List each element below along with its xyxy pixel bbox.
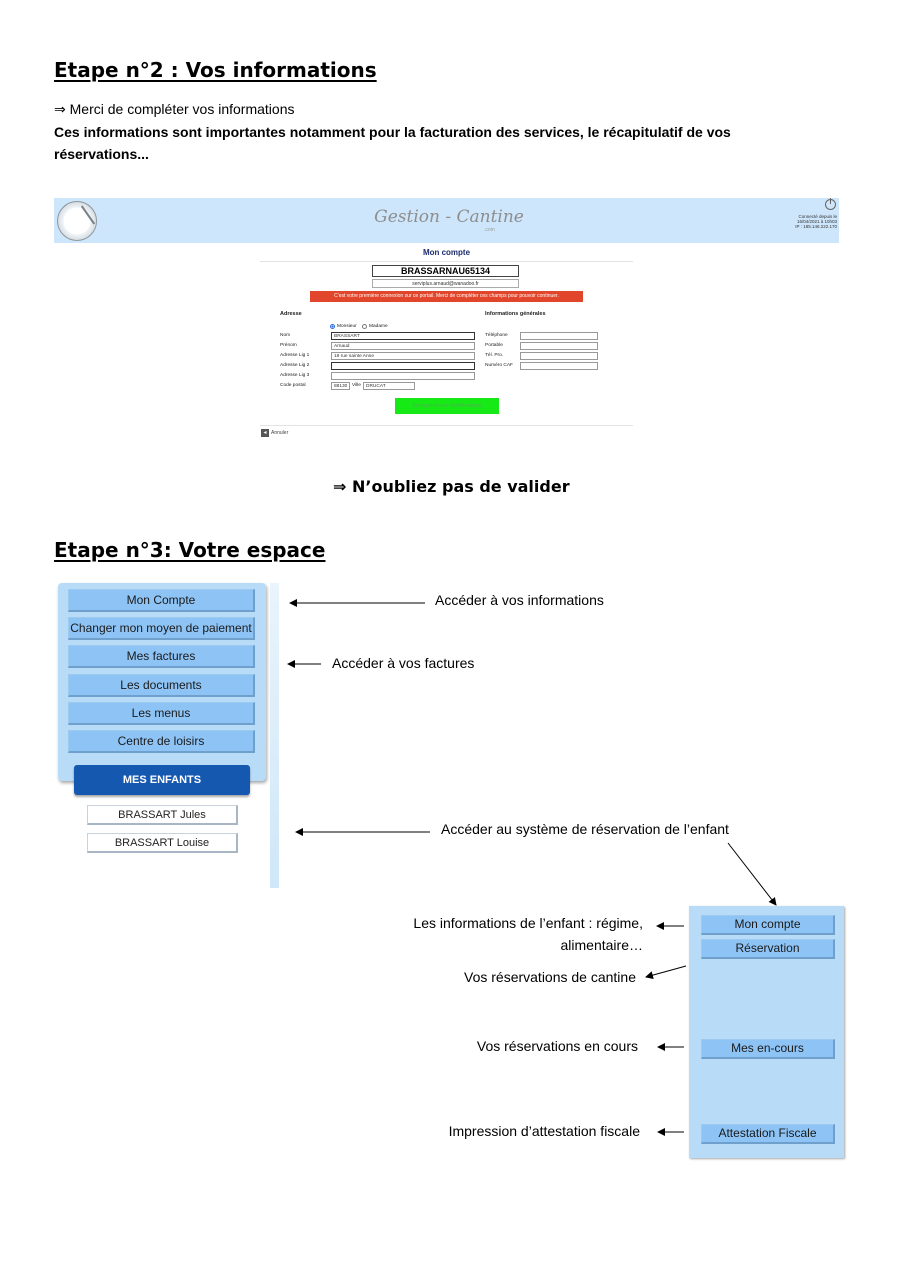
- annotation-child-info-line2: alimentaire…: [560, 937, 643, 953]
- menu-paiement-button[interactable]: Changer mon moyen de paiement: [68, 617, 255, 640]
- validate-reminder: ⇒ N’oubliez pas de valider: [333, 477, 570, 496]
- cancel-link[interactable]: Annuler: [271, 430, 289, 436]
- prenom-label: Prénom: [280, 343, 297, 348]
- mes-enfants-button[interactable]: MES ENFANTS: [74, 765, 250, 795]
- nom-input[interactable]: BRASSART: [331, 332, 475, 340]
- menu-menus-button[interactable]: Les menus: [68, 702, 255, 725]
- step2-intro: ⇒ Merci de compléter vos informations: [54, 101, 295, 117]
- ville-label: Ville: [352, 383, 361, 388]
- child-reservation-button[interactable]: Réservation: [701, 939, 835, 959]
- ville-input[interactable]: DRUCAT: [363, 382, 415, 390]
- telpro-label: Tél. Pro.: [485, 353, 504, 358]
- adr2-label: Adresse Lig 2: [280, 363, 310, 368]
- step2-bold-text: Ces informations sont importantes notamment pour la facturation des services, le récapitulatif de vos réservations...: [54, 124, 731, 162]
- child-louise-button[interactable]: BRASSART Louise: [87, 833, 238, 853]
- connection-line: 16/04/2021 à 10h03: [796, 219, 837, 224]
- portable-label: Portable: [485, 343, 503, 348]
- menu-loisirs-button[interactable]: Centre de loisirs: [68, 730, 255, 753]
- adr1-input[interactable]: 18 rue sainte Anne: [331, 352, 475, 360]
- arrow-cantine: [646, 966, 686, 977]
- connection-line: IP : 185.146.222.170: [795, 224, 837, 229]
- annotation-child-info-line1: Les informations de l’enfant : régime,: [413, 915, 643, 931]
- email-field[interactable]: serviplus.arnaud@wanadoo.fr: [372, 279, 519, 288]
- adr1-label: Adresse Lig 1: [280, 353, 310, 358]
- nom-label: Nom: [280, 333, 291, 338]
- brand-sub: .com: [484, 227, 495, 233]
- account-id: BRASSARNAU65134: [372, 265, 519, 277]
- prenom-input[interactable]: Arnaud: [331, 342, 475, 350]
- annotation-attestation: Impression d’attestation fiscale: [448, 1123, 640, 1139]
- radio-madame-label: Madame: [369, 324, 388, 329]
- save-button[interactable]: Enregistrer les modifications: [395, 398, 499, 414]
- menu-mon-compte-button[interactable]: Mon Compte: [68, 589, 255, 612]
- menu-documents-button[interactable]: Les documents: [68, 674, 255, 697]
- child-mon-compte-button[interactable]: Mon compte: [701, 915, 835, 935]
- step3-title: Etape n°3: Votre espace: [54, 538, 326, 562]
- radio-monsieur-label: Monsieur: [337, 324, 357, 329]
- child-en-cours-button[interactable]: Mes en-cours: [701, 1039, 835, 1059]
- annotation-en-cours: Vos réservations en cours: [476, 1038, 638, 1054]
- brand-title: Gestion - Cantine: [374, 207, 524, 227]
- first-login-alert: C'est votre première connexion sur ce portail. Merci de compléter ces champs pour pouvoir continuer.: [310, 291, 583, 302]
- menu-factures-button[interactable]: Mes factures: [68, 645, 255, 668]
- arrow-to-child-menu: [728, 843, 776, 905]
- general-section-title: Informations générales: [485, 311, 546, 317]
- adr3-label: Adresse Lig 3: [280, 373, 310, 378]
- tel-label: Téléphone: [485, 333, 508, 338]
- annotation-cantine: Vos réservations de cantine: [464, 969, 636, 985]
- connection-line: Connecté depuis le: [798, 214, 837, 219]
- child-jules-button[interactable]: BRASSART Jules: [87, 805, 238, 825]
- annotation-reservation-enfant: Accéder au système de réservation de l’enfant: [441, 821, 729, 837]
- annotation-factures: Accéder à vos factures: [332, 655, 475, 671]
- cp-input[interactable]: 88130: [331, 382, 350, 390]
- child-attestation-button[interactable]: Attestation Fiscale: [701, 1124, 835, 1144]
- caf-label: Numéro CAF: [485, 363, 513, 368]
- address-section-title: Adresse: [280, 311, 302, 317]
- page-title: Mon compte: [422, 248, 471, 257]
- annotation-infos: Accéder à vos informations: [435, 592, 604, 608]
- cp-label: Code postal: [280, 383, 306, 388]
- step2-title: Etape n°2 : Vos informations: [54, 58, 377, 82]
- cancel-icon[interactable]: ◂: [261, 429, 269, 437]
